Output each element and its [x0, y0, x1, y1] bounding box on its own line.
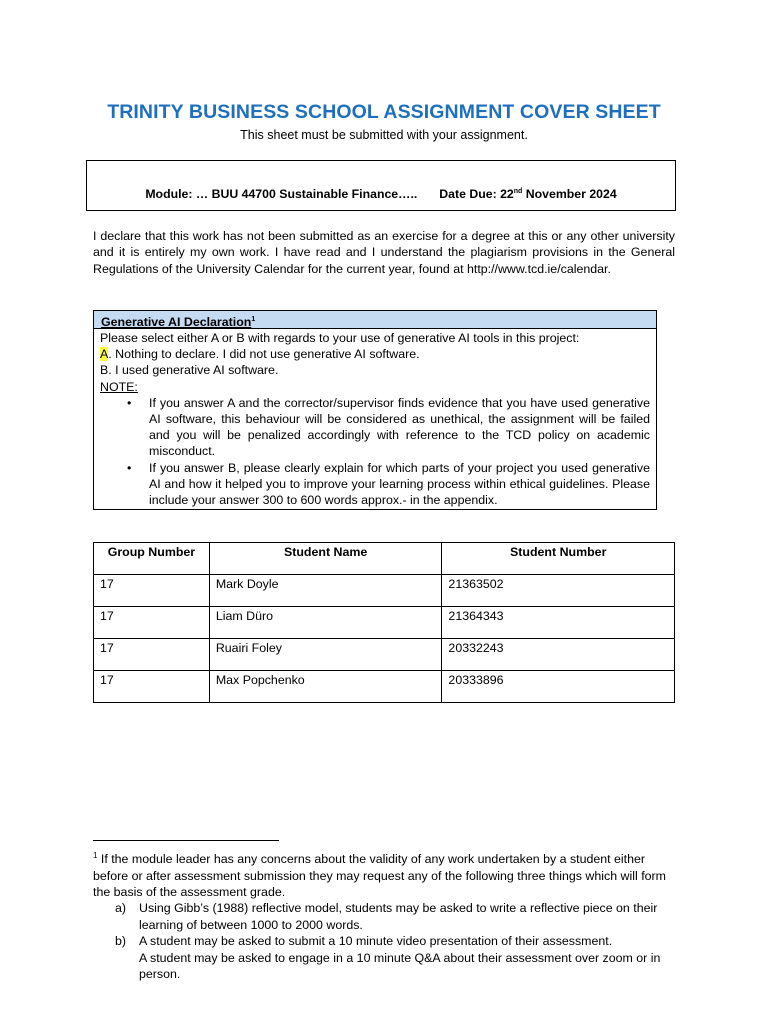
footnote — [93, 848, 683, 982]
ai-option-b: B. I used generative AI software. — [100, 363, 279, 378]
student-name-cell: Liam Düro — [209, 607, 442, 639]
student-number-cell: 21364343 — [442, 607, 675, 639]
footnote-list — [93, 900, 683, 982]
student-number-cell: 21363502 — [442, 575, 675, 607]
ai-note-label: NOTE: — [100, 379, 138, 394]
col-group-number: Group Number — [94, 543, 210, 575]
list-item — [93, 950, 683, 983]
page-subtitle: This sheet must be submitted with your assignment. — [240, 128, 528, 142]
group-number-cell: 17 — [94, 671, 210, 703]
ai-note-bullet-1: If you answer A and the corrector/supervisor finds evidence that you have used generative AI software, this behaviour will be considered as unethical, the assignment will be failed and you will be penalized accordingly with reference to the TCD policy on academic misconduct. — [149, 395, 650, 459]
col-student-name: Student Name — [209, 543, 442, 575]
group-number-cell: 17 — [94, 607, 210, 639]
module-label: Module: … BUU 44700 Sustainable Finance….. — [145, 187, 418, 201]
footnote-separator — [93, 840, 279, 841]
bullet-icon: • — [127, 460, 132, 475]
student-table — [93, 542, 675, 703]
list-item — [127, 395, 650, 460]
table-row — [94, 575, 675, 607]
student-name-cell: Ruairi Foley — [209, 639, 442, 671]
date-due-label: Date Due: 22 — [439, 187, 514, 201]
module-box — [86, 160, 676, 211]
date-due-sup: nd — [513, 187, 523, 195]
ai-instruction: Please select either A or B with regards to your use of generative AI tools in this project: — [100, 331, 580, 345]
ai-option-a — [100, 346, 650, 362]
list-item — [93, 900, 683, 933]
ai-heading-footnote-ref: 1 — [251, 316, 256, 323]
student-name-cell: Mark Doyle — [209, 575, 442, 607]
student-number-cell: 20332243 — [442, 639, 675, 671]
footnote-text — [93, 848, 683, 900]
group-number-cell: 17 — [94, 639, 210, 671]
ai-option-a-text: . Nothing to declare. I did not use generative AI software. — [108, 347, 420, 362]
ai-note-bullet-2: If you answer B, please clearly explain for which parts of your project you used generative AI and how it helped you to improve your learning process within ethical guidelines. Please include your answer 300 to 600 words approx.- in the appendix. — [149, 460, 650, 508]
bullet-icon: • — [127, 395, 132, 410]
footnote-marker: 1 — [93, 851, 98, 860]
date-due-suffix: November 2024 — [522, 187, 617, 201]
footnote-item-text: Using Gibb’s (1988) reflective model, students may be asked to write a reflective piece on their learning of between 1000 to 2000 words. — [139, 901, 658, 932]
ai-declaration-box — [93, 310, 657, 510]
ai-heading-text: Generative AI Declaration — [101, 315, 252, 330]
footnote-item-text: A student may be asked to engage in a 10 minute Q&A about their assessment over zoom or in person. — [139, 950, 661, 981]
col-student-number: Student Number — [442, 543, 675, 575]
plagiarism-declaration: I declare that this work has not been submitted as an exercise for a degree at this or any other university and it is entirely my own work. I have read and I understand the plagiarism provisions in the General Regulations of the University Calendar for the current year, found at http://www.tcd.ie/calendar. — [93, 229, 675, 276]
ai-declaration-heading — [94, 311, 656, 329]
table-row — [94, 607, 675, 639]
group-number-cell: 17 — [94, 575, 210, 607]
footnote-item-text: A student may be asked to submit a 10 minute video presentation of their assessment. — [139, 934, 613, 949]
ai-note-list — [100, 395, 650, 508]
table-row — [94, 639, 675, 671]
ai-option-a-letter: A — [100, 347, 109, 362]
table-header-row — [94, 543, 675, 575]
student-name-cell: Max Popchenko — [209, 671, 442, 703]
page-title: TRINITY BUSINESS SCHOOL ASSIGNMENT COVER SHEET — [107, 101, 661, 123]
table-row — [94, 671, 675, 703]
footnote-body: If the module leader has any concerns about the validity of any work undertaken by a student either before or after assessment submission they may request any of the following three things which will form the basis of the assessment grade. — [93, 852, 666, 899]
footnote-item-marker: a) — [115, 901, 127, 916]
list-item — [127, 460, 650, 509]
footnote-item-marker: b) — [115, 934, 127, 949]
module-line — [87, 187, 675, 201]
student-number-cell: 20333896 — [442, 671, 675, 703]
list-item — [93, 933, 683, 949]
ai-declaration-body — [94, 329, 656, 508]
